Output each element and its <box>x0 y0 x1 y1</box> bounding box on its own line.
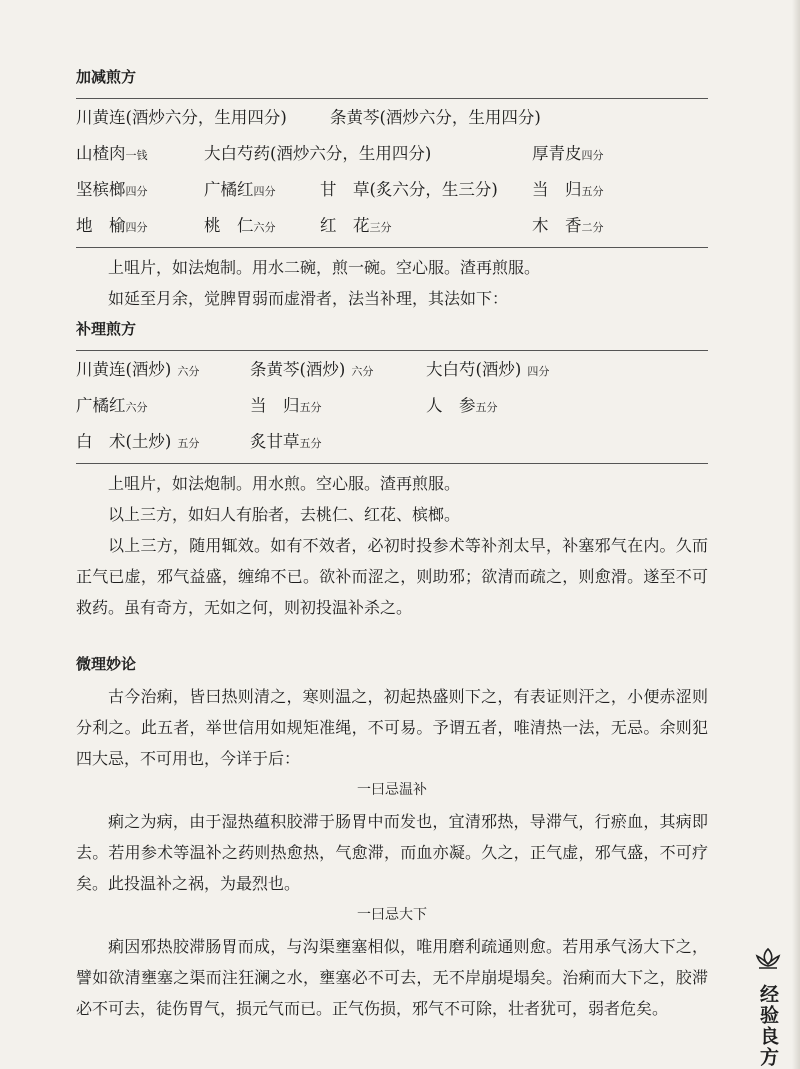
herb-name: 炙甘草 <box>250 432 300 451</box>
herb-dose: 五分 <box>299 437 322 450</box>
herb-entry <box>426 388 586 424</box>
herb-entry <box>76 352 250 388</box>
herb-entry <box>250 388 426 424</box>
paragraph-prep-2: 上咀片，如法炮制。用水煎。空心服。渣再煎服。 <box>108 474 461 493</box>
herb-dose-amount: 六分 <box>351 365 374 378</box>
herb-entry <box>76 172 204 208</box>
section-heading-jiajian: 加减煎方 <box>76 68 137 86</box>
herb-name: 红 花 <box>320 216 370 235</box>
section-heading-buli: 补理煎方 <box>76 320 137 338</box>
paragraph-prep-1: 上咀片，如法炮制。用水二碗，煎一碗。空心服。渣再煎服。 <box>108 258 541 277</box>
herb-name: 地 榆 <box>76 216 126 235</box>
herb-dose-amount: 五分 <box>177 437 200 450</box>
subtitle-avoid-purge: 一曰忌大下 <box>357 907 427 923</box>
subtitle-avoid-warm-tonify: 一曰忌温补 <box>357 782 427 798</box>
herb-dose: (酒炒六分，生用四分) <box>125 108 287 127</box>
herb-dose: 一钱 <box>125 149 148 162</box>
paragraph-purge: 痢因邪热胶滞肠胃而成，与沟渠壅塞相似，唯用磨利疏通则愈。若用承气汤大下之，譬如欲清壅塞之渠而注狂澜之水，壅塞必不可去，无不岸崩堤塌矣。治痢而大下之，胶滞必不可去，徒伤胃气，损元气而已。正气伤损，邪气不可除，壮者犹可，弱者危矣。 <box>76 937 708 1018</box>
herb-entry <box>532 208 652 244</box>
herb-name: 白 术 <box>76 432 126 451</box>
herb-name: 桃 仁 <box>204 216 254 235</box>
herb-table-jiajian <box>76 99 708 247</box>
herb-name: 山楂肉 <box>76 144 126 163</box>
herb-dose: 四分 <box>581 149 604 162</box>
herb-name: 广橘红 <box>76 396 126 415</box>
herb-name: 条黄芩 <box>330 108 380 127</box>
herb-name: 广橘红 <box>204 180 254 199</box>
herb-entry <box>204 208 320 244</box>
herb-dose: 四分 <box>125 221 148 234</box>
herb-entry <box>330 100 590 136</box>
paragraph-followup: 如延至月余，觉脾胃弱而虚滑者，法当补理，其法如下： <box>108 289 509 308</box>
herb-entry <box>320 208 532 244</box>
herb-entry <box>320 172 532 208</box>
herb-dose: 四分 <box>253 185 276 198</box>
herb-name: 川黄连 <box>76 108 126 127</box>
side-tab-label: 经验良方 <box>757 984 779 1068</box>
herb-entry <box>76 136 204 172</box>
herb-row <box>76 136 708 172</box>
herb-dose: 三分 <box>369 221 392 234</box>
herb-name: 甘 草 <box>320 180 370 199</box>
section-heading-weili: 微理妙论 <box>76 655 137 673</box>
herb-dose: (酒炒) <box>475 360 522 379</box>
herb-entry <box>204 172 320 208</box>
herb-name: 坚槟榔 <box>76 180 126 199</box>
paragraph-efficacy: 以上三方，随用辄效。如有不效者，必初时投参术等补剂太早，补塞邪气在内。久而正气已虚，邪气益盛，缠绵不已。欲补而涩之，则助邪；欲清而疏之，则愈滑。遂至不可救药。虽有奇方，无如之何，则初投温补杀之。 <box>76 536 708 617</box>
herb-entry <box>250 424 426 460</box>
herb-name: 人 参 <box>426 396 476 415</box>
herb-entry <box>532 172 652 208</box>
paragraph-five-methods: 古今治痢，皆曰热则清之，寒则温之，初起热盛则下之，有表证则汗之，小便赤涩则分利之。此五者，举世信用如规矩准绳，不可易。予谓五者，唯清热一法，无忌。余则犯四大忌，不可用也，今详于后： <box>76 687 708 768</box>
herb-name: 木 香 <box>532 216 582 235</box>
herb-name: 当 归 <box>250 396 300 415</box>
herb-name: 川黄连 <box>76 360 126 379</box>
herb-dose: (酒炒) <box>299 360 346 379</box>
herb-row <box>76 208 708 244</box>
herb-name: 当 归 <box>532 180 582 199</box>
herb-dose: 二分 <box>581 221 604 234</box>
side-tab <box>748 946 788 1068</box>
lotus-ornament-icon <box>753 946 783 972</box>
herb-entry <box>532 136 652 172</box>
herb-name: 条黄芩 <box>250 360 300 379</box>
herb-name: 厚青皮 <box>532 144 582 163</box>
herb-name: 大白芍药 <box>204 144 270 163</box>
paragraph-pregnancy-note: 以上三方，如妇人有胎者，去桃仁、红花、槟榔。 <box>108 505 461 524</box>
herb-row <box>76 100 708 136</box>
herb-dose: (炙六分，生三分) <box>369 180 498 199</box>
herb-row <box>76 352 708 388</box>
page-content <box>76 62 708 1024</box>
herb-entry <box>426 352 586 388</box>
herb-dose: (酒炒六分，生用四分) <box>270 144 432 163</box>
herb-row <box>76 172 708 208</box>
herb-dose: (土炒) <box>125 432 172 451</box>
herb-dose-amount: 四分 <box>527 365 550 378</box>
paragraph-warm-tonify: 痢之为病，由于湿热蕴积胶滞于肠胃中而发也，宜清邪热，导滞气，行瘀血，其病即去。若用参术等温补之药则热愈热，气愈滞，而血亦凝。久之，正气虚，邪气盛，不可疗矣。此投温补之祸，为最烈也。 <box>76 812 708 893</box>
herb-table-buli <box>76 351 708 463</box>
herb-entry <box>76 100 330 136</box>
herb-dose: 六分 <box>253 221 276 234</box>
herb-dose: 五分 <box>581 185 604 198</box>
herb-entry <box>76 424 250 460</box>
herb-row <box>76 388 708 424</box>
herb-dose: (酒炒) <box>125 360 172 379</box>
herb-dose: 六分 <box>125 401 148 414</box>
herb-entry <box>250 352 426 388</box>
herb-dose: 五分 <box>475 401 498 414</box>
page-edge-shadow <box>792 0 800 1069</box>
herb-row <box>76 424 708 460</box>
herb-dose: 五分 <box>299 401 322 414</box>
herb-name: 大白芍 <box>426 360 476 379</box>
herb-dose-amount: 六分 <box>177 365 200 378</box>
herb-entry <box>76 208 204 244</box>
herb-entry <box>204 136 532 172</box>
herb-dose: 四分 <box>125 185 148 198</box>
herb-entry <box>76 388 250 424</box>
herb-dose: (酒炒六分，生用四分) <box>379 108 541 127</box>
